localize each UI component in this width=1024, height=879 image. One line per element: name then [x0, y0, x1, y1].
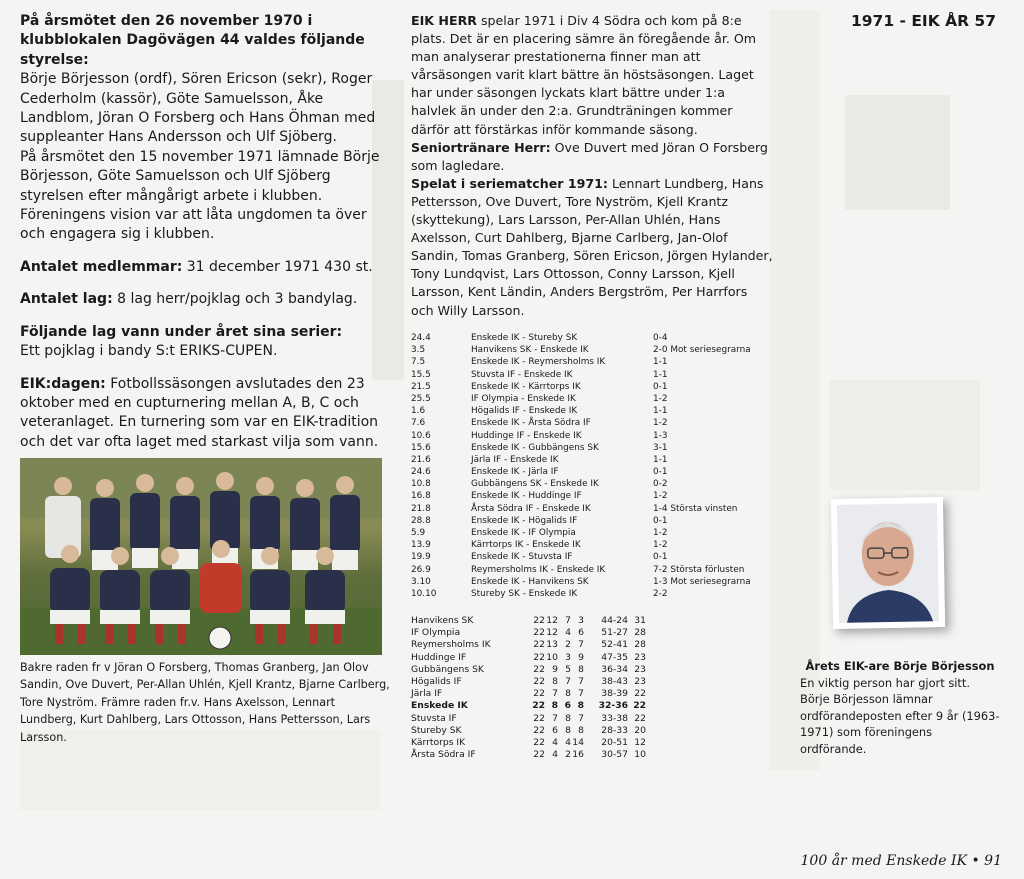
points: 23 — [634, 675, 646, 687]
points: 23 — [634, 663, 646, 675]
match-date: 21.6 — [411, 454, 431, 465]
team-name: Stureby SK — [411, 724, 462, 736]
games-played: 22 — [533, 663, 545, 675]
draws: 8 — [565, 724, 571, 736]
losses: 9 — [578, 651, 584, 663]
wins: 7 — [552, 688, 558, 700]
match-result: 1-1 — [653, 357, 668, 368]
match-date: 24.4 — [411, 333, 431, 343]
table-row — [411, 713, 646, 725]
match-date: 7.6 — [411, 418, 426, 429]
match-row — [411, 490, 751, 502]
match-result: 1-1 — [653, 406, 668, 417]
match-row — [411, 332, 751, 344]
points: 23 — [634, 651, 646, 663]
page-header: 1971 - EIK ÅR 57 — [850, 12, 996, 30]
team-name: IF Olympia — [411, 627, 461, 639]
herr-text: spelar 1971 i Div 4 Södra och kom på 8:e plats. Det är en placering sämre än föregående år. Om man analyserar prestationerna finner man att vårsäsongen varit klart bättre än höstsäsongen. Laget har under säsongen lyckats klart bättre under 1:a halvlek än under den 2:a. Grundträningen kommer därför att förstärkas inför kommande säsong. — [411, 13, 757, 137]
team-photo — [20, 458, 382, 655]
match-date: 7.5 — [411, 357, 426, 368]
wins: 4 — [552, 749, 558, 761]
wins: 12 — [546, 627, 558, 639]
games-played: 22 — [533, 724, 545, 736]
table-row — [411, 664, 646, 676]
match-result: 0-1 — [653, 552, 668, 563]
match-row — [411, 466, 751, 478]
match-row — [411, 564, 751, 576]
draws: 8 — [565, 688, 571, 700]
losses: 7 — [578, 688, 584, 700]
match-date: 21.8 — [411, 503, 431, 514]
players-paragraph — [411, 175, 773, 320]
match-teams: Järla IF - Enskede IK — [471, 454, 559, 465]
eikdagen-paragraph — [20, 375, 390, 453]
match-row — [411, 454, 751, 466]
losses: 14 — [572, 736, 584, 748]
team-name: Högalids IF — [411, 675, 462, 687]
games-played: 22 — [533, 651, 545, 663]
match-result: 1-2 — [653, 540, 668, 551]
match-row — [411, 539, 751, 551]
match-date: 10.10 — [411, 588, 437, 599]
match-date: 3.5 — [411, 345, 426, 356]
team-photo-illustration — [20, 458, 382, 655]
match-date: 3.10 — [411, 576, 431, 587]
team-name: Järla IF — [411, 688, 443, 700]
draws: 8 — [565, 712, 571, 724]
goal-difference: 44-24 — [601, 615, 628, 626]
bleed-through — [770, 10, 820, 770]
teams-text: 8 lag herr/pojklag och 3 bandylag. — [112, 291, 358, 308]
table-row — [411, 725, 646, 737]
match-row — [411, 527, 751, 539]
match-date: 1.6 — [411, 406, 426, 417]
losses: 6 — [578, 627, 584, 639]
league-table — [411, 615, 646, 761]
bleed-through — [830, 380, 980, 490]
match-teams: Huddinge IF - Enskede IK — [471, 430, 582, 441]
table-row — [411, 749, 646, 761]
goal-difference: 51-27 — [601, 627, 628, 639]
table-row — [411, 652, 646, 664]
losses: 7 — [578, 639, 584, 651]
match-teams: Enskede IK - Huddinge IF — [471, 491, 582, 502]
match-result: 3-1 — [653, 442, 668, 453]
team-name: Hanvikens SK — [411, 615, 474, 626]
match-date: 24.6 — [411, 467, 431, 478]
games-played: 22 — [533, 736, 545, 748]
portrait-title: Årets EIK-are Börje Börjesson — [805, 659, 995, 673]
games-played: 22 — [532, 700, 545, 712]
losses: 16 — [572, 749, 584, 761]
goal-difference: 38-39 — [601, 688, 628, 700]
match-teams: Enskede IK - Hanvikens SK — [471, 576, 589, 587]
draws: 2 — [565, 749, 571, 761]
match-row — [411, 369, 751, 381]
match-result: 0-1 — [653, 467, 668, 478]
points: 28 — [634, 639, 646, 651]
match-result: 0-1 — [653, 381, 668, 392]
members-text: 31 december 1971 430 st. — [182, 258, 373, 275]
team-photo-caption: Bakre raden fr v Jöran O Forsberg, Thomas Granberg, Jan Olov Sandin, Ove Duvert, Per-Allan Uhlén, Kjell Krantz, Bjarne Carlberg, Tore Nyström. Främre raden fr.v. Hans Axelsson, Lennart Lundberg, Kurt Dahlberg, Lars Ottosson, Hans Pettersson, Lars Larsson. — [20, 661, 390, 744]
match-date: 13.9 — [411, 540, 431, 551]
match-row — [411, 430, 751, 442]
games-played: 22 — [533, 688, 545, 700]
points: 12 — [634, 736, 646, 748]
match-date: 15.5 — [411, 369, 431, 380]
match-teams: Reymersholms IK - Enskede IK — [471, 564, 606, 575]
goal-difference: 20-51 — [601, 736, 628, 748]
match-row — [411, 393, 751, 405]
wins: 9 — [552, 663, 558, 675]
match-row — [411, 405, 751, 417]
match-teams: Enskede IK - IF Olympia — [471, 528, 576, 538]
series-paragraph — [20, 323, 390, 362]
table-row — [411, 676, 646, 688]
points: 22 — [634, 688, 646, 700]
match-teams: Enskede IK - Stureby SK — [471, 333, 578, 343]
match-result: 1-1 — [653, 454, 668, 465]
series-text: Ett pojklag i bandy S:t ERIKS-CUPEN. — [20, 343, 278, 360]
portrait-caption — [800, 658, 1000, 758]
board-heading: På årsmötet den 26 november 1970 i klubblokalen Dagövägen 44 valdes följande styrelse: — [20, 13, 365, 68]
match-row — [411, 503, 751, 515]
match-result: 2-0 Mot seriesegrarna — [653, 345, 751, 356]
match-row — [411, 356, 751, 368]
team-name: Kärrtorps IK — [411, 736, 466, 748]
match-teams: Kärrtorps IK - Enskede IK — [471, 540, 581, 551]
members-paragraph — [20, 258, 390, 277]
match-result: 0-1 — [653, 515, 668, 526]
team-name: Enskede IK — [411, 700, 468, 712]
page-footer: 100 år med Enskede IK • 91 — [800, 853, 1002, 869]
match-row — [411, 417, 751, 429]
team-name: Reymersholms IK — [411, 639, 491, 651]
wins: 4 — [552, 736, 558, 748]
match-result: 1-3 Mot seriesegrarna — [653, 576, 751, 587]
eikdagen-label: EIK:dagen: — [20, 375, 106, 392]
middle-column — [411, 12, 773, 320]
table-row — [411, 688, 646, 700]
losses: 8 — [577, 700, 584, 712]
series-label: Följande lag vann under året sina serier: — [20, 323, 343, 340]
left-column — [20, 12, 390, 465]
games-played: 22 — [533, 639, 545, 651]
coach-paragraph — [411, 139, 773, 175]
match-teams: IF Olympia - Enskede IK — [471, 393, 576, 404]
coach-text: Ove Duvert med Jöran O Forsberg som lagledare. — [411, 139, 768, 173]
wins: 7 — [552, 712, 558, 724]
match-teams: Enskede IK - Reymersholms IK — [471, 357, 606, 368]
games-played: 22 — [533, 615, 545, 626]
match-date: 10.8 — [411, 479, 431, 490]
games-played: 22 — [533, 627, 545, 639]
match-row — [411, 576, 751, 588]
match-date: 5.9 — [411, 528, 426, 538]
board-text: Börje Börjesson (ordf), Sören Ericson (sekr), Roger Cederholm (kassör), Göte Samuelsson, Åke Landblom, Jöran O Forsberg och Hans Öhman med suppleanter Hans Andersson och Ulf Sjöberg. — [20, 71, 376, 146]
match-date: 19.9 — [411, 552, 431, 563]
match-row — [411, 344, 751, 356]
match-teams: Enskede IK - Högalids IF — [471, 515, 578, 526]
goal-difference: 32-36 — [598, 700, 628, 712]
bleed-through — [845, 95, 950, 210]
match-result: 1-2 — [653, 418, 668, 429]
table-row — [411, 615, 646, 627]
wins: 8 — [551, 700, 558, 712]
table-row — [411, 737, 646, 749]
wins: 8 — [552, 675, 558, 687]
match-teams: Enskede IK - Järla IF — [471, 467, 559, 478]
match-date: 21.5 — [411, 381, 431, 392]
teams-paragraph — [20, 290, 390, 309]
coach-label: Seniortränare Herr: — [411, 139, 551, 155]
team-name: Årsta Södra IF — [411, 749, 476, 761]
herr-label: EIK HERR — [411, 13, 477, 28]
goal-difference: 30-57 — [601, 749, 628, 761]
match-teams: Enskede IK - Gubbängens SK — [471, 442, 599, 453]
match-teams: Årsta Södra IF - Enskede IK — [471, 503, 591, 514]
match-result: 1-2 — [653, 528, 668, 538]
losses: 7 — [578, 675, 584, 687]
match-result: 1-1 — [653, 369, 668, 380]
points: 10 — [634, 749, 646, 761]
match-result: 0-2 — [653, 479, 668, 490]
points: 22 — [634, 712, 646, 724]
match-result: 1-2 — [653, 393, 668, 404]
board-paragraph — [20, 12, 390, 148]
match-result: 1-3 — [653, 430, 668, 441]
goal-difference: 28-33 — [601, 724, 628, 736]
losses: 3 — [578, 615, 584, 626]
match-teams: Enskede IK - Kärrtorps IK — [471, 381, 581, 392]
points: 31 — [634, 615, 646, 626]
goal-difference: 47-35 — [601, 651, 628, 663]
draws: 5 — [565, 663, 571, 675]
games-played: 22 — [533, 749, 545, 761]
draws: 7 — [565, 675, 571, 687]
draws: 4 — [565, 627, 571, 639]
table-row — [411, 700, 646, 712]
match-teams: Enskede IK - Stuvsta IF — [471, 552, 573, 563]
goal-difference: 52-41 — [601, 639, 628, 651]
portrait-photo — [831, 497, 945, 629]
match-date: 26.9 — [411, 564, 431, 575]
match-row — [411, 551, 751, 563]
draws: 6 — [564, 700, 571, 712]
players-label: Spelat i seriematcher 1971: — [411, 175, 608, 191]
wins: 10 — [546, 651, 558, 663]
match-results-list — [411, 332, 751, 600]
wins: 6 — [552, 724, 558, 736]
match-teams: Stureby SK - Enskede IK — [471, 588, 578, 599]
points: 22 — [633, 700, 646, 712]
match-date: 28.8 — [411, 515, 431, 526]
draws: 4 — [565, 736, 571, 748]
match-teams: Enskede IK - Årsta Södra IF — [471, 418, 591, 429]
match-row — [411, 515, 751, 527]
draws: 3 — [565, 651, 571, 663]
games-played: 22 — [533, 712, 545, 724]
team-name: Stuvsta IF — [411, 712, 457, 724]
members-label: Antalet medlemmar: — [20, 258, 183, 275]
table-row — [411, 627, 646, 639]
match-result: 1-2 — [653, 491, 668, 502]
match-row — [411, 381, 751, 393]
match-result: 0-4 — [653, 333, 668, 343]
match-teams: Högalids IF - Enskede IK — [471, 406, 578, 417]
match-row — [411, 442, 751, 454]
portrait-illustration — [831, 497, 945, 629]
teams-label: Antalet lag: — [20, 291, 113, 308]
herr-paragraph — [411, 12, 773, 139]
match-date: 25.5 — [411, 393, 431, 404]
match-teams: Stuvsta IF - Enskede IK — [471, 369, 573, 380]
draws: 2 — [565, 639, 571, 651]
goal-difference: 33-38 — [601, 712, 628, 724]
portrait-text: En viktig person har gjort sitt. Börje Börjesson lämnar ordförandeposten efter 9 år (1963-1971) som föreningens ordförande. — [800, 675, 1000, 756]
match-date: 15.6 — [411, 442, 431, 453]
goal-difference: 36-34 — [601, 663, 628, 675]
eikdagen-text: Fotbollssäsongen avslutades den 23 oktober med en cupturnering mellan A, B, C och veteranlaget. En turnering som var en EIK-tradition och det var ofta laget med starkast vilja som vann. — [20, 375, 379, 450]
draws: 7 — [565, 615, 571, 626]
wins: 12 — [546, 615, 558, 626]
points: 28 — [634, 627, 646, 639]
match-result: 7-2 Största förlusten — [653, 564, 745, 575]
losses: 7 — [578, 712, 584, 724]
match-date: 10.6 — [411, 430, 431, 441]
losses: 8 — [578, 663, 584, 675]
match-teams: Hanvikens SK - Enskede IK — [471, 345, 589, 356]
table-row — [411, 639, 646, 651]
match-result: 1-4 Största vinsten — [653, 503, 738, 514]
players-text: Lennart Lundberg, Hans Pettersson, Ove Duvert, Tore Nyström, Kjell Krantz (skyttekung), Lars Larsson, Per-Allan Uhlén, Hans Axelsson, Curt Dahlberg, Bjarne Carlberg, Jan-Olof Sandin, Tomas Granberg, Sören Ericson, Jörgen Hylander, Tony Lundqvist, Lars Ottosson, Conny Larsson, Kjell Larsson, Kent Ländin, Anders Bergström, Per Harrfors och Willy Larsson. — [411, 175, 773, 318]
team-name: Gubbängens SK — [411, 663, 484, 675]
match-date: 16.8 — [411, 491, 431, 502]
wins: 13 — [546, 639, 558, 651]
points: 20 — [634, 724, 646, 736]
annual-meeting-paragraph: På årsmötet den 15 november 1971 lämnade Börje Börjesson, Göte Samuelsson och Ulf Sjöberg styrelsen efter mångårigt arbete i klubben. Föreningens vision var att låta ungdomen ta över och engagera sig i klubben. — [20, 148, 380, 243]
losses: 8 — [578, 724, 584, 736]
match-result: 2-2 — [653, 588, 668, 599]
team-name: Huddinge IF — [411, 651, 467, 663]
match-row — [411, 588, 751, 600]
match-row — [411, 478, 751, 490]
match-teams: Gubbängens SK - Enskede IK — [471, 479, 599, 490]
goal-difference: 38-43 — [601, 675, 628, 687]
games-played: 22 — [533, 675, 545, 687]
